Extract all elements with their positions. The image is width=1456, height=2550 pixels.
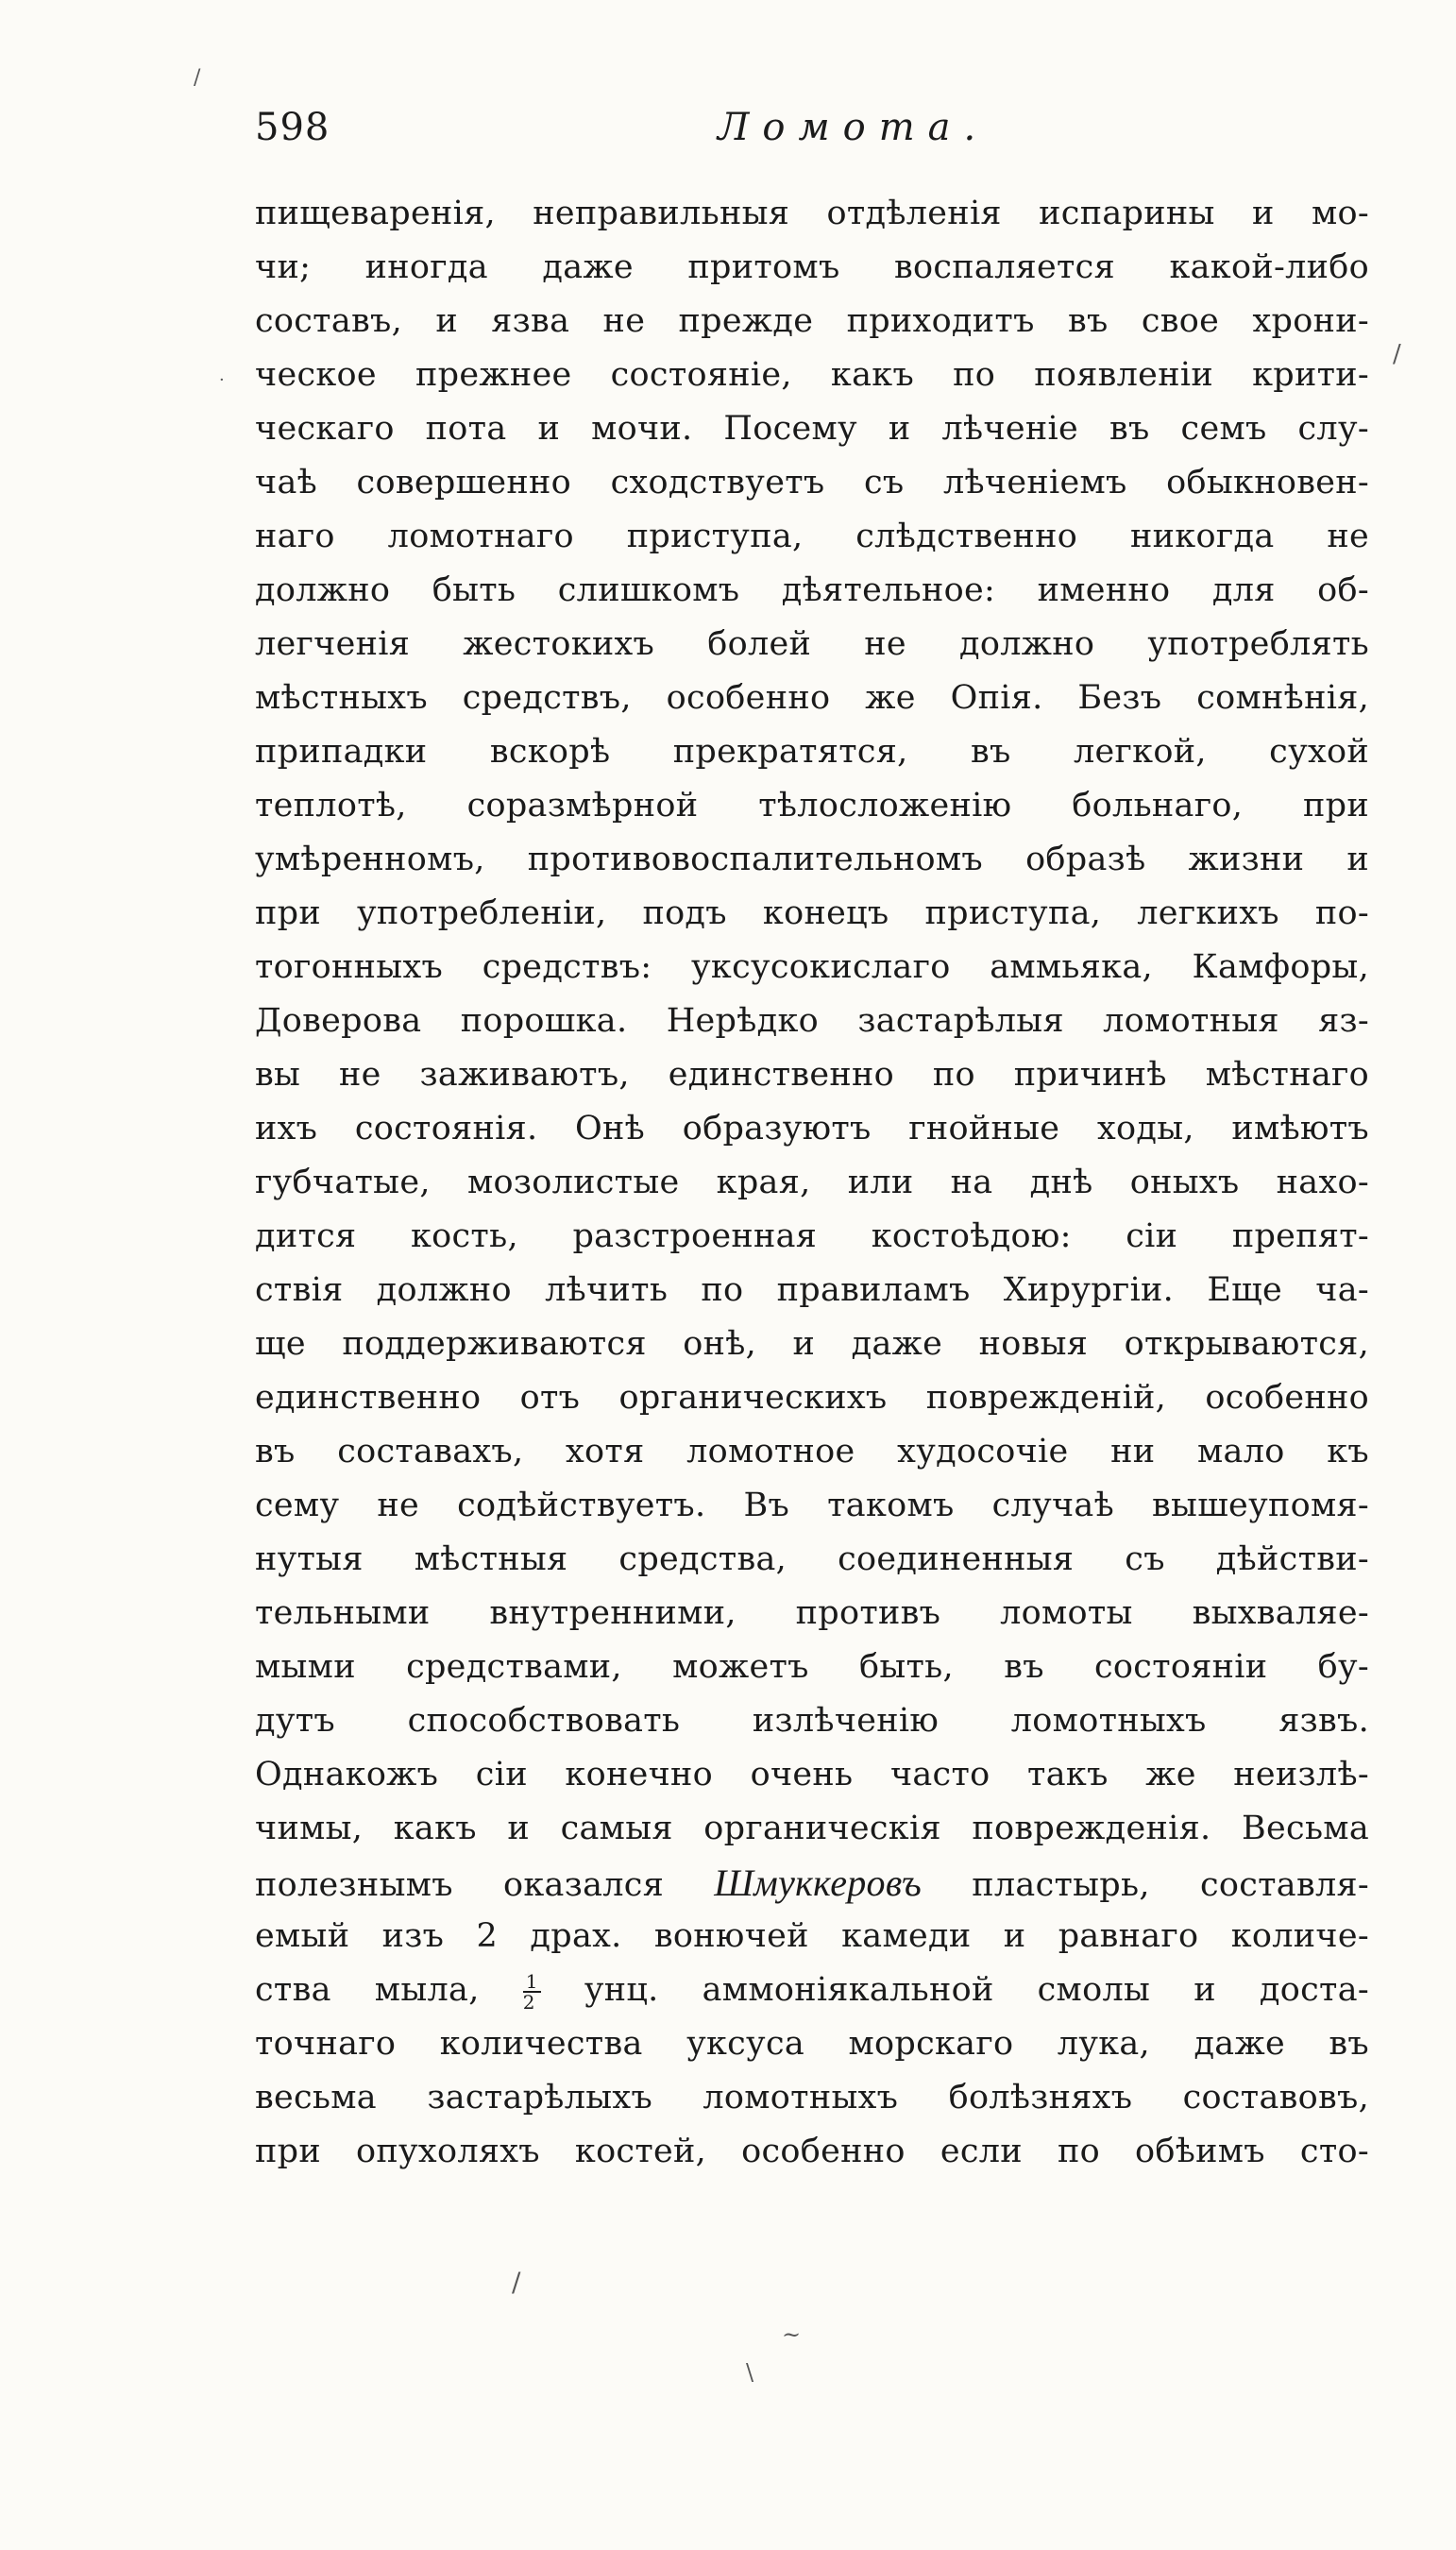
text-line: мѣстныхъ средствъ, особенно же Опія. Безъ сомнѣнія,	[255, 679, 1369, 717]
text-line: чимы, какъ и самыя органическія поврежденія. Весьма	[255, 1810, 1369, 1847]
page-number: 598	[255, 106, 330, 149]
text-line: наго ломотнаго приступа, слѣдственно никогда не	[255, 518, 1369, 555]
fraction-one-half	[522, 1969, 541, 2014]
text-line-with-fraction	[255, 1964, 1369, 2017]
text-line: умѣренномъ, противовоспалительномъ образѣ жизни и	[255, 841, 1369, 878]
text-line: чаѣ совершенно сходствуетъ съ лѣченіемъ обыкновен-	[255, 464, 1369, 502]
text-line: единственно отъ органическихъ поврежденій, особенно	[255, 1379, 1369, 1417]
text-line: вы не заживаютъ, единственно по причинѣ мѣстнаго	[255, 1056, 1369, 1094]
text-line: дится кость, разстроенная костоѣдою: сіи препят-	[255, 1217, 1369, 1255]
ink-speck: ~	[782, 2321, 802, 2348]
ink-speck: /	[1393, 340, 1401, 368]
text-line: дутъ способствовать излѣченію ломотныхъ язвъ.	[255, 1702, 1369, 1740]
text-line: должно быть слишкомъ дѣятельное: именно для об-	[255, 571, 1369, 609]
text-line: ихъ состоянія. Онѣ образуютъ гнойные ходы, имѣютъ	[255, 1110, 1369, 1148]
text-span: полезнымъ оказался	[255, 1866, 665, 1904]
body-text	[255, 187, 1369, 2179]
text-line: ческое прежнее состояніе, какъ по появленіи крити-	[255, 356, 1369, 394]
text-line: составъ, и язва не прежде приходитъ въ свое хрони-	[255, 302, 1369, 340]
text-line: при опухоляхъ костей, особенно если по обѣимъ сто-	[255, 2133, 1369, 2170]
text-line: припадки вскорѣ прекратятся, въ легкой, сухой	[255, 733, 1369, 771]
text-line: ческаго пота и мочи. Посему и лѣченіе въ семъ слу-	[255, 410, 1369, 448]
text-line-with-italic	[255, 1856, 1369, 1910]
text-line: чи; иногда даже притомъ воспаляется какой-либо	[255, 248, 1369, 286]
text-line: ствія должно лѣчить по правиламъ Хирургіи. Еще ча-	[255, 1271, 1369, 1309]
page-header	[255, 106, 1369, 172]
fraction-numerator: 1	[523, 1972, 541, 1993]
text-line: при употребленіи, подъ конецъ приступа, легкихъ по-	[255, 894, 1369, 932]
text-line: Доверова порошка. Нерѣдко застарѣлыя ломотныя яз-	[255, 1002, 1369, 1040]
ink-speck: /	[194, 66, 201, 90]
text-span: унц. аммоніякальной смолы и доста-	[584, 1971, 1369, 2009]
text-line: мыми средствами, можетъ быть, въ состояніи бу-	[255, 1648, 1369, 1686]
ink-speck: ·	[219, 370, 225, 390]
fraction-denominator: 2	[522, 1990, 535, 2014]
text-line: губчатые, мозолистые края, или на днѣ оныхъ нахо-	[255, 1164, 1369, 1201]
text-line: весьма застарѣлыхъ ломотныхъ болѣзняхъ составовъ,	[255, 2079, 1369, 2116]
text-line: въ составахъ, хотя ломотное худосочіе ни мало къ	[255, 1433, 1369, 1470]
text-line: пищеваренія, неправильныя отдѣленія испарины и мо-	[255, 195, 1369, 232]
text-line: тельными внутренними, противъ ломоты выхваляе-	[255, 1594, 1369, 1632]
text-line: тогонныхъ средствъ: уксусокислаго аммьяка, Камфоры,	[255, 948, 1369, 986]
text-line: теплотѣ, соразмѣрной тѣлосложенію больнаго, при	[255, 787, 1369, 824]
text-span: ства мыла,	[255, 1971, 480, 2009]
ink-speck: /	[512, 2267, 521, 2298]
text-line: легченія жестокихъ болей не должно употреблять	[255, 625, 1369, 663]
italic-name: Шмуккеровъ	[714, 1862, 923, 1904]
ink-speck: \	[746, 2359, 754, 2386]
text-line: Однакожъ сіи конечно очень часто такъ же неизлѣ-	[255, 1756, 1369, 1794]
text-line: ще поддерживаются онѣ, и даже новыя открываются,	[255, 1325, 1369, 1363]
text-line: емый изъ 2 драх. вонючей камеди и равнаго количе-	[255, 1917, 1369, 1955]
running-head: Ломота.	[718, 106, 990, 149]
text-span: пластырь, составля-	[972, 1866, 1369, 1904]
text-line: точнаго количества уксуса морскаго лука, даже въ	[255, 2025, 1369, 2063]
text-line: сему не содѣйствуетъ. Въ такомъ случаѣ вышеупомя-	[255, 1487, 1369, 1524]
text-line: нутыя мѣстныя средства, соединенныя съ дѣйстви-	[255, 1540, 1369, 1578]
